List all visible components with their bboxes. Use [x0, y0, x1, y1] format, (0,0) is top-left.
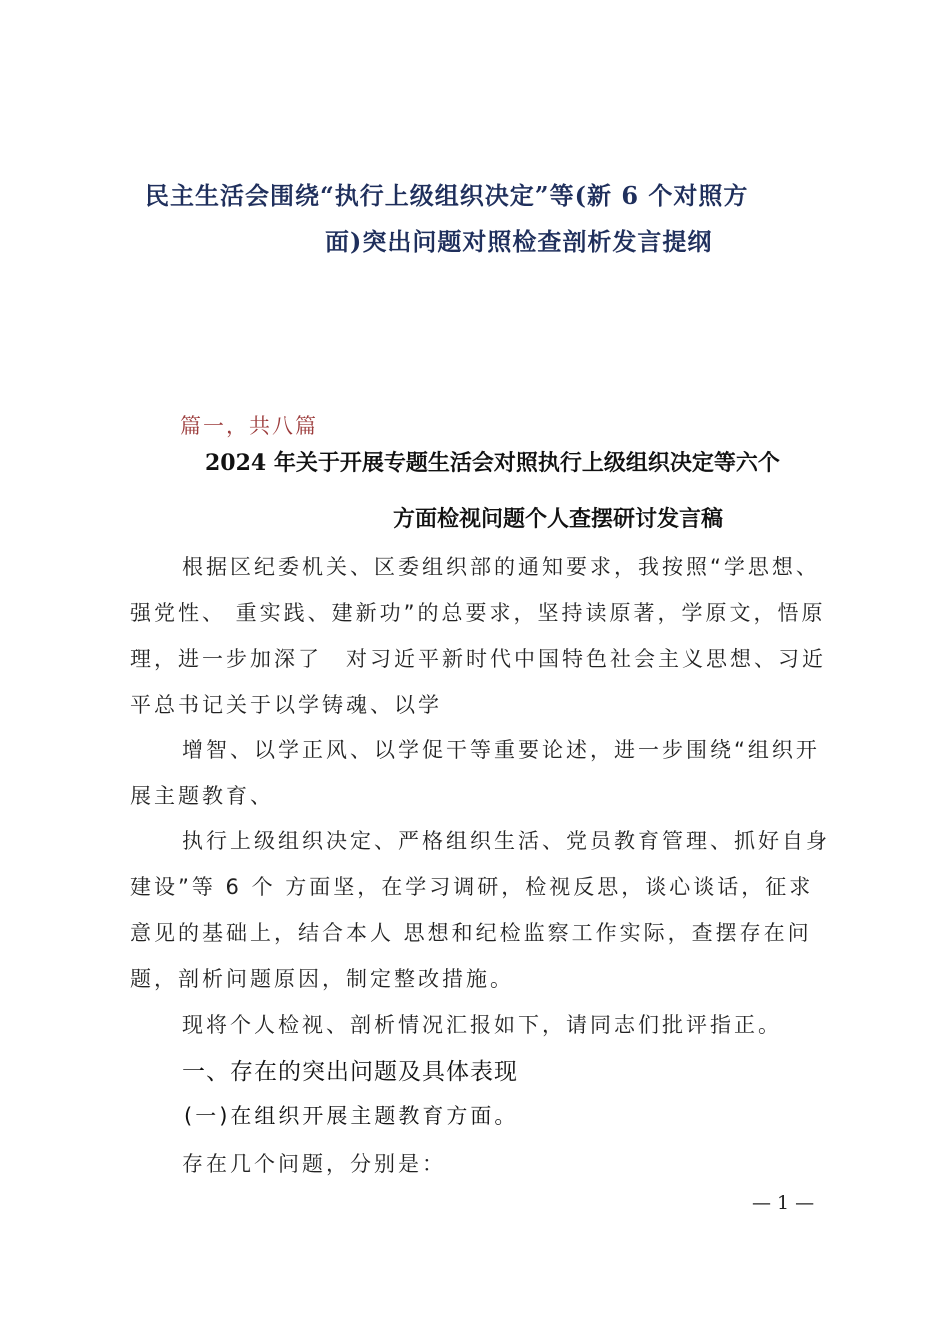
- title-line-2: 面)突出问题对照检查剖析发言提纲: [325, 227, 713, 256]
- title-line-1: 民主生活会围绕“执行上级组织决定”等(新 6 个对照方: [145, 181, 749, 210]
- subtitle-line-1: 2024 年关于开展专题生活会对照执行上级组织决定等六个: [205, 450, 780, 476]
- subtitle-line-2: 方面检视问题个人查摆研讨发言稿: [393, 506, 724, 532]
- page-number: — 1 —: [752, 1192, 815, 1214]
- paragraph-1-text: 根据区纪委机关、区委组织部的通知要求，我按照“学思想、强党性、 重实践、建新功”的总要求，坚持读原著，学原文，悟原理，进一步加深了 对习近平新时代中国特色社会主义思想、习近平总书记关于以学铸魂、以学: [130, 555, 826, 717]
- paragraph-5: 存在几个问题，分别是：: [182, 1152, 446, 1176]
- paragraph-3: [130, 818, 830, 1002]
- paragraph-2-text: 增智、以学正风、以学促干等重要论述，进一步围绕“组织开展主题教育、: [130, 738, 820, 808]
- paragraph-4: [130, 1002, 830, 1048]
- paragraph-3-text: 执行上级组织决定、严格组织生活、党员教育管理、抓好自身建设”等 6 个 方面坚，在学习调研，检视反思，谈心谈话，征求意见的基础上，结合本人 思想和纪检监察工作实际，查摆存在问题，剖析问题原因，制定整改措施。: [130, 829, 830, 991]
- subtitle: [205, 448, 845, 534]
- paragraph-4-text: 现将个人检视、剖析情况汇报如下，请同志们批评指正。: [182, 1013, 782, 1037]
- document-title: [145, 178, 825, 260]
- section-heading: 一、存在的突出问题及具体表现: [182, 1059, 518, 1085]
- paragraph-2: [130, 727, 830, 819]
- subsection-heading: (一)在组织开展主题教育方面。: [184, 1104, 519, 1128]
- paragraph-1: [130, 544, 830, 728]
- section-label: 篇一，共八篇: [180, 414, 318, 438]
